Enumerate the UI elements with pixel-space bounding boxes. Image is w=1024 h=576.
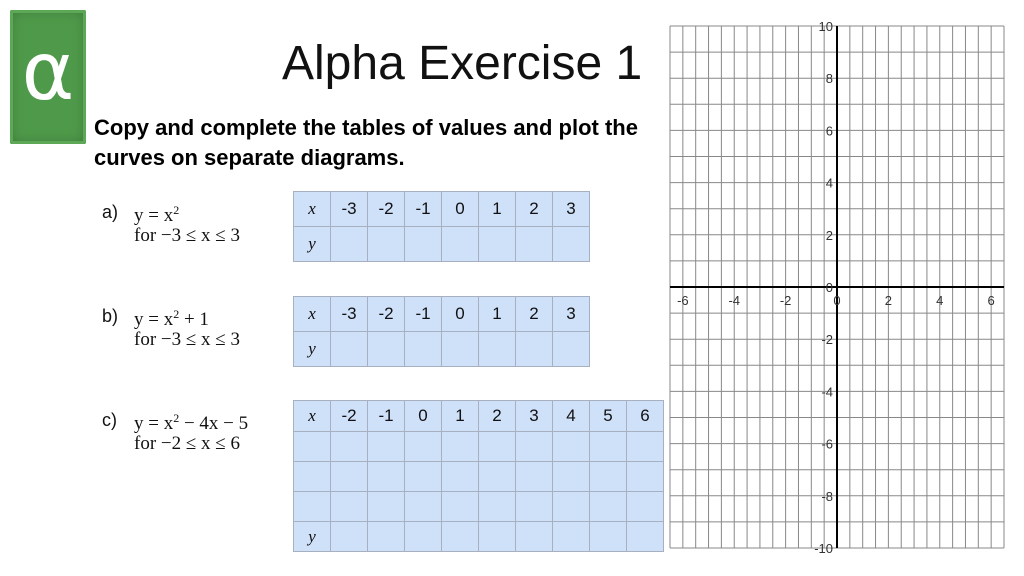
table-y-blank-cell — [516, 227, 553, 262]
table-y-blank-cell — [479, 332, 516, 367]
table-y-blank-cell — [553, 227, 590, 262]
table-y-blank-cell — [368, 332, 405, 367]
table-blank-cell — [590, 432, 627, 462]
exercise-c-range: for −2 ≤ x ≤ 6 — [134, 433, 240, 454]
table-blank-cell — [405, 432, 442, 462]
table-x-value: 2 — [516, 192, 553, 227]
table-c-blank-row — [294, 432, 664, 462]
table-x-value: 3 — [553, 297, 590, 332]
exercise-a-range: for −3 ≤ x ≤ 3 — [134, 225, 240, 246]
table-x-value: 1 — [479, 192, 516, 227]
exercise-b-letter: b) — [102, 306, 119, 326]
table-x-value: -3 — [331, 192, 368, 227]
table-c-blank-header — [294, 462, 331, 492]
table-b-y-header: y — [294, 332, 331, 367]
table-y-blank-cell — [368, 227, 405, 262]
table-x-value: -1 — [405, 192, 442, 227]
table-c-blank-row — [294, 462, 664, 492]
y-tick-label: 8 — [825, 71, 833, 87]
table-y-blank-cell — [368, 522, 405, 552]
table-blank-cell — [368, 492, 405, 522]
table-c-blank-header — [294, 432, 331, 462]
x-tick-label: -4 — [728, 293, 741, 308]
table-x-value: -2 — [368, 192, 405, 227]
y-tick-label: -2 — [821, 332, 833, 348]
table-c-x-header: x — [294, 401, 331, 432]
exercise-a-letter: a) — [102, 202, 119, 222]
table-a-y-row — [294, 227, 590, 262]
equation-b-prefix: y = x — [134, 309, 174, 330]
table-b-x-header: x — [294, 297, 331, 332]
table-x-value: 0 — [442, 192, 479, 227]
table-y-blank-cell — [516, 332, 553, 367]
table-y-blank-cell — [331, 332, 368, 367]
table-y-blank-cell — [627, 522, 664, 552]
equation-b-exponent: 2 — [173, 307, 180, 321]
table-a-x-row — [294, 192, 590, 227]
table-x-value: 0 — [442, 297, 479, 332]
table-blank-cell — [442, 462, 479, 492]
table-blank-cell — [627, 432, 664, 462]
table-x-value: 2 — [516, 297, 553, 332]
instructions-text: Copy and complete the tables of values and plot the curves on separate diagrams. — [94, 115, 638, 170]
y-tick-label: -4 — [821, 384, 833, 400]
table-blank-cell — [553, 432, 590, 462]
table-x-value: 1 — [479, 297, 516, 332]
table-y-blank-cell — [479, 227, 516, 262]
table-blank-cell — [516, 492, 553, 522]
x-tick-label: -6 — [677, 293, 689, 308]
table-a-x-header: x — [294, 192, 331, 227]
table-blank-cell — [368, 462, 405, 492]
page-title: Alpha Exercise 1 — [282, 37, 643, 90]
table-a-y-header: y — [294, 227, 331, 262]
table-blank-cell — [590, 462, 627, 492]
table-x-value: 3 — [516, 401, 553, 432]
y-tick-label: 0 — [825, 280, 833, 295]
table-y-blank-cell — [553, 522, 590, 552]
equation-c-exponent: 2 — [173, 411, 180, 425]
equation-c-prefix: y = x — [134, 413, 174, 434]
table-y-blank-cell — [442, 332, 479, 367]
y-tick-label: -10 — [814, 541, 833, 554]
table-blank-cell — [516, 432, 553, 462]
y-tick-label: -8 — [821, 488, 833, 504]
table-c — [293, 400, 664, 552]
table-y-blank-cell — [405, 227, 442, 262]
y-tick-label: -6 — [821, 436, 833, 452]
x-tick-label: 4 — [936, 293, 944, 308]
table-y-blank-cell — [331, 227, 368, 262]
table-x-value: -1 — [368, 401, 405, 432]
table-c-blank-row — [294, 492, 664, 522]
table-c-y-row — [294, 522, 664, 552]
table-x-value: 2 — [479, 401, 516, 432]
table-blank-cell — [442, 492, 479, 522]
table-x-value: 6 — [627, 401, 664, 432]
table-b-y-row — [294, 332, 590, 367]
table-blank-cell — [553, 492, 590, 522]
table-x-value: 4 — [553, 401, 590, 432]
table-blank-cell — [516, 462, 553, 492]
x-tick-label: 6 — [987, 293, 995, 308]
table-blank-cell — [368, 432, 405, 462]
x-tick-label: 0 — [833, 293, 841, 308]
table-blank-cell — [479, 462, 516, 492]
table-a — [293, 191, 590, 262]
table-b — [293, 296, 590, 367]
table-c-y-header: y — [294, 522, 331, 552]
table-c-x-row — [294, 401, 664, 432]
table-b-x-row — [294, 297, 590, 332]
table-blank-cell — [479, 492, 516, 522]
table-y-blank-cell — [479, 522, 516, 552]
table-y-blank-cell — [331, 522, 368, 552]
table-x-value: 1 — [442, 401, 479, 432]
table-blank-cell — [405, 462, 442, 492]
table-x-value: 5 — [590, 401, 627, 432]
table-blank-cell — [553, 462, 590, 492]
alpha-logo — [10, 10, 86, 144]
coordinate-grid — [666, 18, 1008, 554]
table-x-value: 0 — [405, 401, 442, 432]
table-blank-cell — [405, 492, 442, 522]
table-y-blank-cell — [553, 332, 590, 367]
alpha-glyph: α — [21, 25, 75, 118]
y-tick-label: 10 — [818, 19, 833, 34]
equation-a-exponent: 2 — [173, 203, 180, 217]
table-y-blank-cell — [590, 522, 627, 552]
table-y-blank-cell — [405, 332, 442, 367]
table-y-blank-cell — [516, 522, 553, 552]
table-blank-cell — [627, 462, 664, 492]
table-blank-cell — [331, 432, 368, 462]
equation-b-suffix: + 1 — [179, 309, 209, 330]
table-x-value: 3 — [553, 192, 590, 227]
table-y-blank-cell — [442, 227, 479, 262]
table-blank-cell — [442, 432, 479, 462]
equation-c-suffix: − 4x − 5 — [179, 413, 249, 434]
y-tick-label: 2 — [825, 227, 833, 243]
table-y-blank-cell — [405, 522, 442, 552]
table-x-value: -2 — [331, 401, 368, 432]
equation-a-prefix: y = x — [134, 205, 174, 226]
table-c-blank-header — [294, 492, 331, 522]
y-tick-label: 6 — [825, 123, 833, 139]
x-tick-label: 2 — [884, 293, 893, 308]
y-tick-label: 4 — [825, 175, 833, 191]
exercise-c-letter: c) — [102, 410, 117, 430]
table-x-value: -3 — [331, 297, 368, 332]
table-x-value: -1 — [405, 297, 442, 332]
table-y-blank-cell — [442, 522, 479, 552]
table-blank-cell — [331, 492, 368, 522]
exercise-b-range: for −3 ≤ x ≤ 3 — [134, 329, 240, 350]
table-blank-cell — [479, 432, 516, 462]
table-blank-cell — [627, 492, 664, 522]
table-blank-cell — [590, 492, 627, 522]
x-tick-label: -2 — [779, 293, 792, 308]
table-x-value: -2 — [368, 297, 405, 332]
table-blank-cell — [331, 462, 368, 492]
